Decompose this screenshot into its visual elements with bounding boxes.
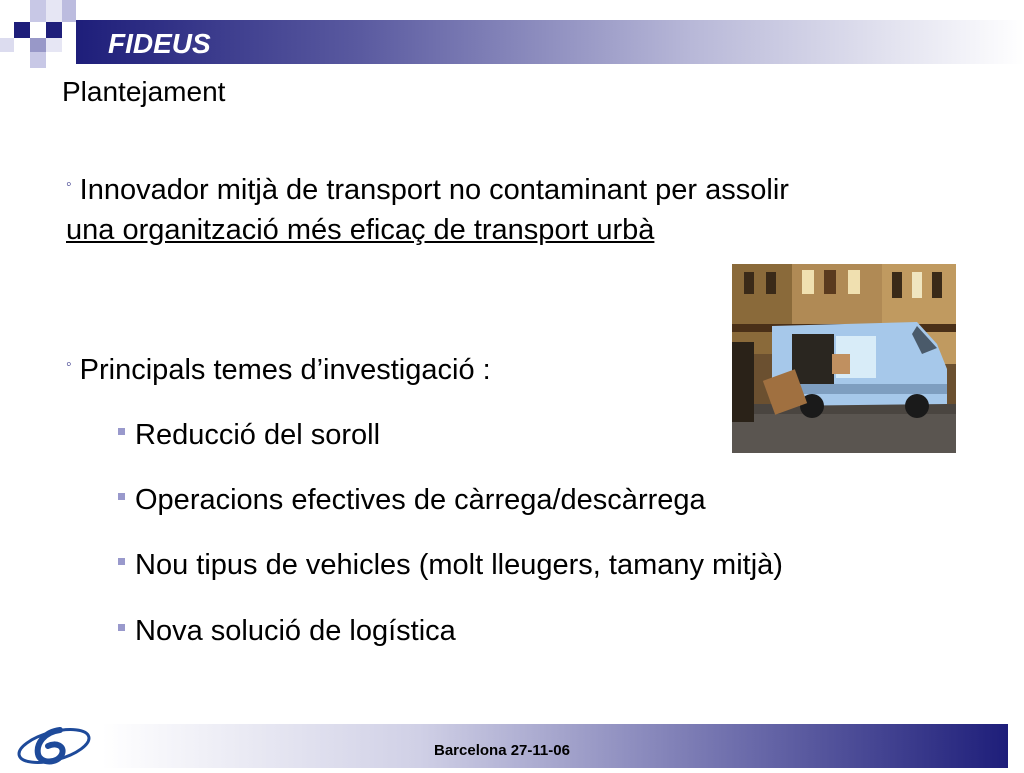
subitem bbox=[118, 415, 380, 455]
decor-square bbox=[46, 22, 62, 38]
square-bullet-icon bbox=[118, 493, 125, 500]
decor-square bbox=[30, 38, 46, 52]
decor-square bbox=[0, 38, 14, 52]
bullet-marker: ◦ bbox=[66, 356, 72, 373]
subitem-text: Reducció del soroll bbox=[135, 419, 381, 451]
decor-square bbox=[62, 0, 76, 22]
delivery-van-illustration bbox=[732, 264, 956, 453]
bullet-text-line1: Innovador mitjà de transport no contaminant per assolir bbox=[79, 174, 789, 206]
decor-square bbox=[30, 0, 46, 22]
subitem-text: Operacions efectives de càrrega/descàrrega bbox=[135, 484, 706, 516]
slide-subtitle: Plantejament bbox=[62, 76, 226, 107]
bullet-text-line2: una organització més eficaç de transport urbà bbox=[66, 214, 655, 246]
slide-title: FIDEUS bbox=[108, 28, 211, 59]
delivery-van-photo bbox=[732, 264, 956, 453]
bullet-marker: ◦ bbox=[66, 176, 72, 193]
bullet-text: Principals temes d’investigació : bbox=[79, 354, 491, 386]
footer-date: Barcelona 27-11-06 bbox=[434, 742, 570, 759]
decor-square bbox=[46, 0, 62, 22]
square-bullet-icon bbox=[118, 624, 125, 631]
decor-square bbox=[14, 22, 30, 38]
subitem bbox=[118, 545, 783, 585]
subitem-text: Nou tipus de vehicles (molt lleugers, tamany mitjà) bbox=[135, 549, 783, 581]
subitem-text: Nova solució de logística bbox=[135, 615, 456, 647]
square-bullet-icon bbox=[118, 558, 125, 565]
fp6-logo-icon bbox=[14, 722, 94, 768]
decor-square bbox=[46, 38, 62, 52]
square-bullet-icon bbox=[118, 428, 125, 435]
subitem bbox=[118, 611, 456, 651]
bullet-principals bbox=[66, 345, 491, 390]
subitem bbox=[118, 480, 706, 520]
bullet-innovador bbox=[66, 165, 956, 250]
decor-square bbox=[30, 52, 46, 68]
title-bar bbox=[76, 20, 1024, 64]
